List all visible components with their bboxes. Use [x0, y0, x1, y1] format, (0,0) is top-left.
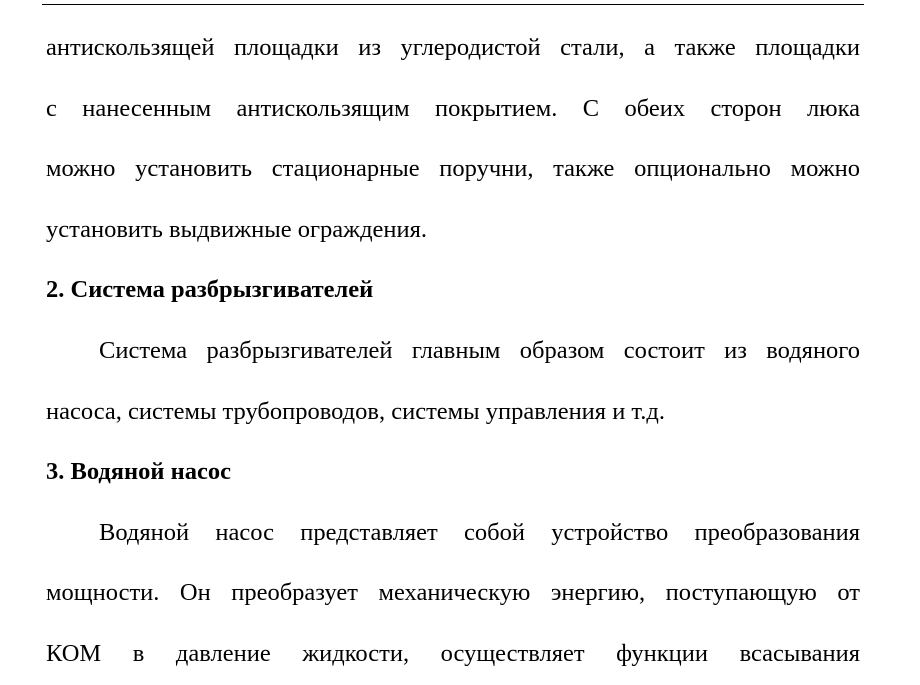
text-line: Система разбрызгивателей главным образом состоит из водяного: [99, 336, 860, 364]
text-line: антискользящей площадки из углеродистой стали, а также площадки: [46, 34, 860, 61]
text-line: можно установить стационарные поручни, также опционально можно: [46, 155, 860, 183]
page-top-rule: [42, 4, 864, 5]
document-body: [46, 18, 860, 685]
text-line: насоса, системы трубопроводов, системы управления и т.д.: [46, 397, 666, 425]
text-line: КОМ в давление жидкости, осуществляет функции всасывания: [46, 639, 860, 667]
text-line: установить выдвижные ограждения.: [46, 215, 428, 243]
text-line: мощности. Он преобразует механическую энергию, поступающую от: [46, 579, 860, 607]
text-line: Водяной насос представляет собой устройство преобразования: [99, 518, 860, 546]
paragraph-platform-description: [46, 18, 860, 260]
text-line: с нанесенным антискользящим покрытием. С обеих сторон люка: [46, 94, 860, 122]
section-heading-sprinkler-system: 2. Система разбрызгивателей: [46, 276, 374, 304]
paragraph-sprinkler-system: [46, 321, 860, 442]
section-heading-water-pump: 3. Водяной насос: [46, 458, 232, 486]
paragraph-water-pump: [46, 503, 860, 685]
